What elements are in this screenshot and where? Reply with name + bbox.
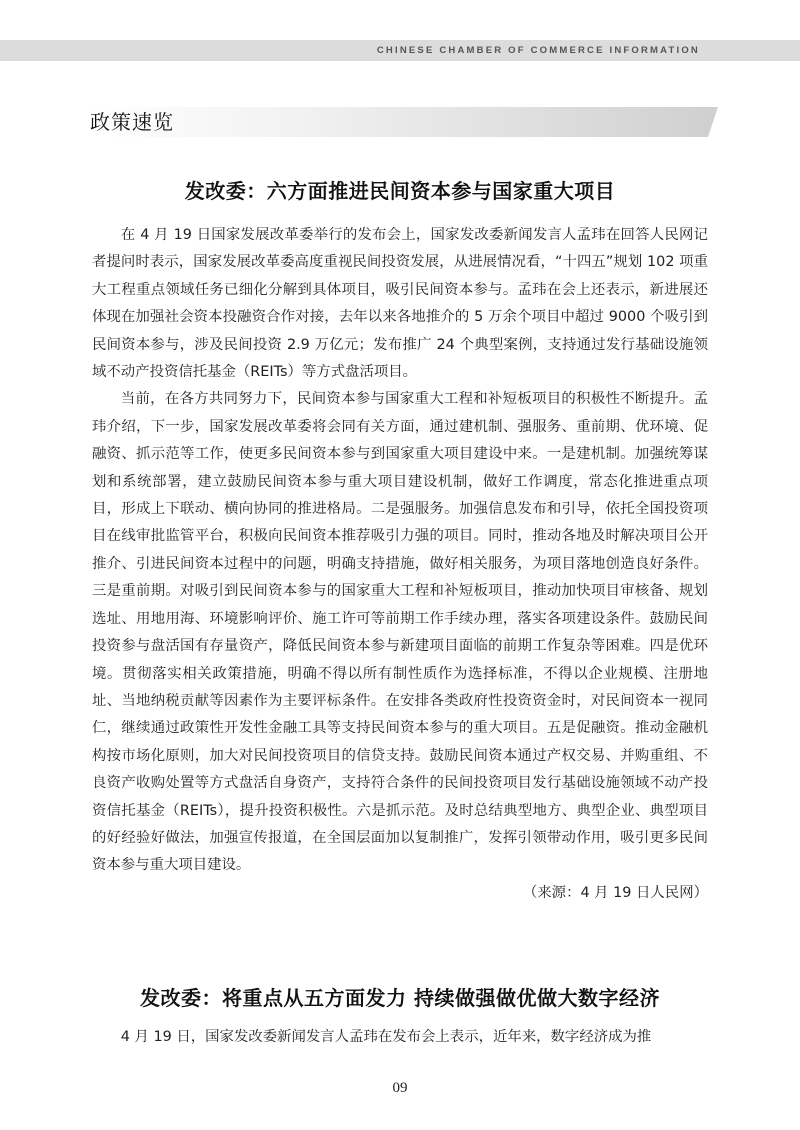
running-header-title: CHINESE CHAMBER OF COMMERCE INFORMATION	[376, 45, 700, 56]
article-title-2: 发改委：将重点从五方面发力 持续做强做优做大数字经济	[140, 986, 660, 1010]
article-body-2	[92, 1024, 708, 1051]
article-1-paragraph-2: 当前，在各方共同努力下，民间资本参与国家重大工程和补短板项目的积极性不断提升。孟玮介绍，下一步，国家发展改革委将会同有关方面，通过建机制、强服务、重前期、优环境、促融资、抓示范等工作，使更多民间资本参与到国家重大项目建设中来。一是建机制。加强统筹谋划和系统部署，建立鼓励民间资本参与重大项目建设机制，做好工作调度，常态化推进重点项目，形成上下联动、横向协同的推进格局。二是强服务。加强信息发布和引导，依托全国投资项目在线审批监管平台，积极向民间资本推荐吸引力强的项目。同时，推动各地及时解决项目公开推介、引进民间资本过程中的问题，明确支持措施，做好相关服务，为项目落地创造良好条件。三是重前期。对吸引到民间资本参与的国家重大工程和补短板项目，推动加快项目审核备、规划选址、用地用海、环境影响评价、施工许可等前期工作手续办理，落实各项建设条件。鼓励民间投资参与盘活国有存量资产，降低民间资本参与新建项目面临的前期工作复杂等困难。四是优环境。贯彻落实相关政策措施，明确不得以所有制性质作为选择标准，不得以企业规模、注册地址、当地纳税贡献等因素作为主要评标条件。在安排各类政府性投资资金时，对民间资本一视同仁，继续通过政策性开发性金融工具等支持民间资本参与的重大项目。五是促融资。推动金融机构按市场化原则，加大对民间投资项目的信贷支持。鼓励民间资本通过产权交易、并购重组、不良资产收购处置等方式盘活自身资产，支持符合条件的民间投资项目发行基础设施领域不动产投资信托基金（REITs），提升投资积极性。六是抓示范。及时总结典型地方、典型企业、典型项目的好经验好做法，加强宣传报道，在全国层面加以复制推广，发挥引领带动作用，吸引更多民间资本参与重大项目建设。	[92, 391, 708, 874]
article-2-paragraph-1: 4 月 19 日，国家发改委新闻发言人孟玮在发布会上表示，近年来，数字经济成为推	[120, 1029, 652, 1045]
article-1-source: （来源：4 月 19 日人民网）	[522, 884, 708, 901]
section-title: 政策速览	[90, 110, 174, 134]
page-number: 09	[392, 1080, 408, 1096]
section-banner	[88, 107, 708, 137]
article-1-paragraph-1: 在 4 月 19 日国家发展改革委举行的发布会上，国家发改委新闻发言人孟玮在回答人民网记者提问时表示，国家发展改革委高度重视民间投资发展，从进展情况看，“十四五”规划 102 项重大工程重点领域任务已细化分解到具体项目，吸引民间资本参与。孟玮在会上还表示，新进展还体现在加强社会资本投融资合作对接，去年以来各地推介的 5 万余个项目中超过 9000 个吸引到民间资本参与，涉及民间投资 2.9 万亿元；发布推广 24 个典型案例，支持通过发行基础设施领域不动产投资信托基金（REITs）等方式盘活项目。	[92, 227, 708, 381]
article-title-1: 发改委：六方面推进民间资本参与国家重大项目	[184, 179, 616, 203]
article-body-1	[92, 222, 708, 907]
running-header-band	[0, 40, 800, 61]
